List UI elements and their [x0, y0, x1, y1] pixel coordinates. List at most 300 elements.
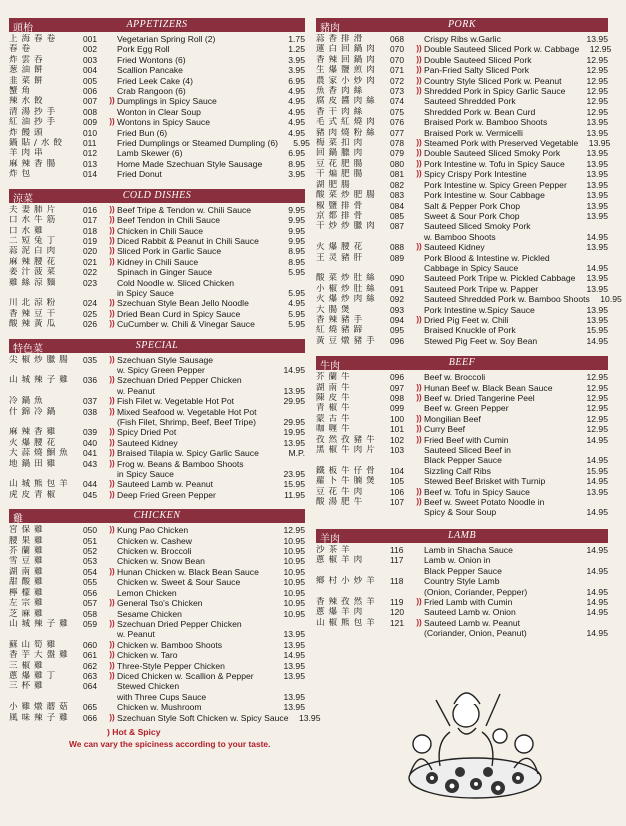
item-name-zh: 麻 辣 香 雞 — [9, 427, 56, 438]
item-name: Shredded Pork w. Bean Curd — [424, 106, 536, 117]
item-name: Stewed Beef Brisket with Turnip — [424, 476, 546, 487]
item-number: 116 — [390, 544, 404, 555]
item-name-zh: 酸 菜 炒 肚 絲 — [316, 273, 376, 284]
item-name-zh: 山 城 辣 子 雞 — [9, 618, 69, 629]
item-name: Szechuan Style Bean Jello Noodle — [117, 298, 249, 309]
item-name-wrap — [424, 138, 578, 148]
item-price: 10.95 — [283, 566, 305, 577]
item-name-zh: 王 灵 豬 肝 — [316, 252, 363, 263]
item-name-wrap — [117, 278, 273, 299]
item-price: 13.95 — [283, 437, 305, 448]
item-number: 057 — [83, 598, 97, 609]
item-price: 12.95 — [586, 413, 608, 424]
chili-icon: )) — [109, 117, 115, 127]
item-price: 9.95 — [288, 204, 305, 215]
item-price: 9.95 — [288, 215, 305, 226]
item-name: Fried Wontons (6) — [117, 54, 186, 65]
item-name-zh: 蔥 爆 羊 肉 — [316, 607, 363, 618]
item-name-zh: 蒜 香 排 滑 — [316, 34, 363, 44]
item-name-wrap — [117, 536, 273, 546]
chili-icon: )) — [109, 235, 115, 245]
item-name-wrap — [424, 414, 576, 424]
menu-item — [9, 536, 305, 546]
menu-item — [316, 466, 608, 476]
appetizers-section — [9, 18, 310, 180]
item-name: Steamed Pork with Preserved Vegetable — [424, 138, 579, 149]
item-name-wrap — [424, 424, 576, 434]
item-name-zh: 尖 椒 炒 臘 腸 — [9, 354, 69, 365]
item-number: 102 — [390, 434, 404, 445]
menu-item — [9, 107, 305, 117]
item-price: 4.95 — [288, 298, 305, 309]
item-name: Stewed Pig Feet w. Soy Bean — [424, 335, 538, 346]
item-name-zh: 酸 菜 炒 肥 腸 — [316, 190, 376, 201]
menu-item — [9, 407, 305, 428]
item-name-wrap — [117, 427, 273, 437]
item-name: Sauteed Kidney — [117, 437, 178, 448]
item-name: Sauteed Sliced Beef in — [424, 445, 511, 456]
item-name-wrap — [424, 576, 576, 597]
item-name-zh: 葱 油 餅 — [9, 65, 44, 76]
item-name: Beef w. Sweet Potato Noodle in — [424, 497, 545, 508]
item-price: 10.95 — [283, 608, 305, 619]
item-name-zh: 豆 花 牛 肉 — [316, 486, 363, 497]
left-column — [9, 18, 321, 749]
item-name-wrap — [424, 76, 576, 86]
item-price: 15.95 — [586, 325, 608, 336]
item-name-zh: 芥 蘭 牛 — [316, 372, 351, 383]
section-title: PORK — [447, 19, 477, 30]
item-price: 14.95 — [586, 262, 608, 273]
menu-item — [9, 257, 305, 267]
item-number: 059 — [83, 618, 97, 629]
section-header — [9, 509, 305, 526]
item-number: 024 — [83, 298, 97, 309]
item-name-wrap — [424, 253, 576, 274]
item-price: 14.95 — [586, 335, 608, 346]
item-name-wrap — [117, 257, 273, 267]
item-name-zh: 鍋 貼 / 水 餃 — [9, 138, 63, 149]
item-name-zh: 姜 汁 菠 菜 — [9, 267, 56, 278]
item-price: 3.95 — [288, 169, 305, 180]
item-price: 13.95 — [586, 210, 608, 221]
menu-item — [9, 661, 305, 671]
item-name-wrap — [117, 86, 273, 96]
item-price: 19.95 — [283, 427, 305, 438]
item-name-wrap — [424, 159, 576, 169]
item-name: Frog w. Beans & Bamboo Shoots — [117, 458, 244, 469]
item-name: Braised Tilapia w. Spicy Garlic Sauce — [117, 448, 259, 459]
item-name: Shredded Pork in Spicy Garlic Sauce — [424, 86, 566, 97]
item-name-wrap — [117, 448, 273, 458]
item-name-zh: 青 椒 牛 — [316, 403, 351, 414]
beef-section — [316, 356, 608, 518]
menu-item — [9, 427, 305, 437]
item-name-wrap — [424, 211, 576, 221]
item-name: Lamb w. Onion in — [424, 555, 491, 566]
item-name: Fried Beef with Cumin — [424, 434, 509, 445]
chili-icon: )) — [109, 396, 115, 406]
chili-icon: )) — [109, 639, 115, 649]
item-name-wrap — [117, 396, 273, 406]
item-number: 101 — [390, 424, 404, 435]
chili-icon: )) — [416, 486, 422, 496]
chili-icon: )) — [416, 169, 422, 179]
item-price: 13.95 — [586, 34, 608, 44]
item-name-wrap — [117, 479, 273, 489]
chili-icon: )) — [109, 427, 115, 437]
chili-icon: )) — [416, 138, 422, 148]
menu-item — [9, 44, 305, 54]
menu-item — [9, 546, 305, 556]
item-price: 4.95 — [288, 127, 305, 138]
chili-icon: )) — [109, 298, 115, 308]
item-name-zh: 鐵 板 牛 仔 骨 — [316, 465, 376, 476]
item-number: 053 — [83, 556, 97, 567]
item-number: 017 — [83, 215, 97, 226]
item-name-wrap — [424, 294, 590, 304]
item-price: 12.95 — [586, 75, 608, 86]
item-name: Sauteed Lamb w. Peanut — [424, 617, 521, 628]
item-number: 118 — [390, 576, 404, 587]
item-name-wrap — [424, 180, 576, 190]
item-subtitle: Black Pepper Sauce — [424, 565, 502, 576]
item-number: 007 — [83, 96, 97, 107]
menu-item — [316, 253, 608, 274]
item-number: 066 — [83, 712, 97, 723]
item-number: 089 — [390, 252, 404, 263]
item-name-wrap — [424, 128, 576, 138]
menu-item — [316, 201, 608, 211]
item-name-wrap — [117, 34, 273, 44]
item-number: 076 — [390, 117, 404, 128]
item-number: 043 — [83, 458, 97, 469]
menu-item — [9, 567, 305, 577]
chili-icon: )) — [416, 497, 422, 507]
menu-item — [316, 445, 608, 466]
item-name: Pork Intestine w.Spicy Sauce — [424, 304, 535, 315]
item-name: Hunan Chicken w. Black Bean Sauce — [117, 566, 259, 577]
item-name-wrap — [424, 545, 576, 555]
item-number: 097 — [390, 382, 404, 393]
menu-item — [9, 490, 305, 500]
item-name-zh: 梅 菜 扣 肉 — [316, 138, 363, 149]
item-price: 12.95 — [586, 86, 608, 97]
menu-item — [9, 619, 305, 640]
section-title-zh: 雞 — [13, 514, 23, 526]
item-name: Chicken w. Cashew — [117, 535, 192, 546]
item-name-zh: 芝 麻 雞 — [9, 608, 44, 619]
chili-icon: )) — [109, 598, 115, 608]
pork-section — [316, 18, 622, 346]
item-price: 4.95 — [288, 117, 305, 128]
item-name-zh: 沙 茶 羊 — [316, 544, 351, 555]
item-name-zh: 腰 果 雞 — [9, 535, 44, 546]
item-number: 035 — [83, 354, 97, 365]
menu-item — [316, 597, 608, 607]
item-name-wrap — [117, 267, 273, 277]
chili-icon: )) — [109, 712, 115, 722]
item-name-wrap — [424, 393, 576, 403]
item-name-zh: 三 椒 雞 — [9, 660, 44, 671]
item-number: 004 — [83, 65, 97, 76]
menu-item — [316, 424, 608, 434]
item-name-zh: 蒙 古 牛 — [316, 413, 351, 424]
item-number: 039 — [83, 427, 97, 438]
chili-icon: )) — [109, 375, 115, 385]
item-name: CuCumber w. Chili & Vinegar Sauce — [117, 319, 255, 330]
item-number: 093 — [390, 304, 404, 315]
item-name: Sauteed Shredded Pork — [424, 96, 516, 107]
item-name-wrap — [117, 598, 273, 608]
item-subtitle: in Spicy Sauce — [117, 469, 174, 480]
chili-icon: )) — [416, 382, 422, 392]
item-number: 094 — [390, 314, 404, 325]
item-name: Braised Pork w. Bamboo Shoots — [424, 117, 548, 128]
item-name-wrap — [117, 640, 273, 650]
item-name-wrap — [117, 319, 273, 329]
item-name-wrap — [117, 619, 273, 640]
item-name-wrap — [117, 661, 273, 671]
item-number: 068 — [390, 34, 404, 44]
item-name-wrap — [117, 236, 273, 246]
section-header — [9, 189, 305, 203]
menu-item — [9, 148, 305, 158]
menu-item — [9, 609, 305, 619]
section-title-zh: 豬肉 — [320, 23, 340, 34]
item-name-zh: 地 鍋 田 雞 — [9, 458, 56, 469]
item-name: Beef Tendon in Chili Sauce — [117, 215, 221, 226]
item-name-zh: 雞 絲 涼 麵 — [9, 277, 56, 288]
item-name-zh: 春 卷 — [9, 44, 31, 55]
item-name-zh: 香 辣 豬 手 — [316, 314, 363, 325]
item-number: 020 — [83, 246, 97, 257]
chili-icon: )) — [109, 448, 115, 458]
item-number: 025 — [83, 308, 97, 319]
item-price: 12.95 — [586, 96, 608, 107]
item-name: Wonton in Clear Soup — [117, 106, 201, 117]
item-number: 095 — [390, 325, 404, 336]
item-name: Braised Knuckle of Pork — [424, 325, 516, 336]
item-name-zh: 炸 饅 頭 — [9, 127, 44, 138]
item-name-zh: 大 蒜 燒 鮰 魚 — [9, 448, 69, 459]
menu-item — [316, 497, 608, 518]
item-name: Mixed Seafood w. Vegetable Hot Pot — [117, 406, 257, 417]
item-name-wrap — [117, 138, 278, 148]
item-name: Fish Filet w. Vegetable Hot Pot — [117, 396, 235, 407]
menu-item — [316, 576, 608, 597]
item-name: Three-Style Pepper Chicken — [117, 660, 225, 671]
item-name-wrap — [117, 609, 273, 619]
item-name-zh: 山 城 熊 包 羊 — [9, 479, 69, 490]
chili-icon: )) — [109, 354, 115, 364]
item-name-wrap — [117, 215, 273, 225]
section-title-zh: 頭枱 — [13, 23, 33, 34]
item-number: 022 — [83, 267, 97, 278]
section-title: SPECIAL — [135, 339, 179, 351]
item-name: Spicy Dried Pot — [117, 427, 177, 438]
item-name: Sauteed Pork Tripe w. Pickled Cabbage — [424, 273, 576, 284]
menu-item — [316, 305, 608, 315]
menu-item — [316, 117, 608, 127]
menu-item — [9, 159, 305, 169]
item-price: 29.95 — [283, 396, 305, 407]
item-name-wrap — [424, 315, 576, 325]
menu-item — [316, 138, 611, 149]
item-price: 10.95 — [283, 598, 305, 609]
item-name-zh: 魚 香 肉 絲 — [316, 86, 363, 97]
item-number: 062 — [83, 660, 97, 671]
item-name: Sesame Chicken — [117, 608, 182, 619]
item-price: 13.95 — [586, 314, 608, 325]
item-name-wrap — [424, 44, 579, 54]
item-name-zh: 三 杯 雞 — [9, 681, 44, 692]
item-subtitle: w. Peanut — [117, 385, 155, 396]
section-title-zh: 牛肉 — [320, 361, 340, 373]
menu-item — [316, 284, 608, 294]
item-name-wrap — [117, 96, 273, 106]
item-name-zh: 雪 豆 雞 — [9, 556, 44, 567]
section-title: COLD DISHES — [122, 189, 192, 201]
item-price: 10.95 — [283, 587, 305, 598]
item-name-wrap — [117, 577, 273, 587]
item-name: Hunan Beef w. Black Bean Sauce — [424, 382, 553, 393]
item-price: 13.95 — [586, 273, 608, 284]
item-name-zh: 湖 肥 腸 — [316, 179, 351, 190]
right-column — [316, 18, 622, 639]
item-name-zh: 蘿 卜 牛 腩 煲 — [316, 476, 376, 487]
chili-icon: )) — [109, 406, 115, 416]
item-price: 13.95 — [586, 283, 608, 294]
item-name: Pork Intestine w. Tofu in Spicy Sauce — [424, 158, 565, 169]
item-number: 008 — [83, 106, 97, 117]
item-name-wrap — [424, 284, 576, 294]
chili-icon: )) — [416, 242, 422, 252]
item-price: 13.95 — [586, 486, 608, 497]
item-number: 085 — [390, 210, 404, 221]
item-number: 014 — [83, 169, 97, 180]
chili-icon: )) — [416, 596, 422, 606]
menu-item — [316, 315, 608, 325]
item-price: 15.95 — [586, 465, 608, 476]
section-title: APPETIZERS — [126, 19, 188, 30]
item-number: 006 — [83, 86, 97, 97]
chili-icon: )) — [109, 479, 115, 489]
item-price: 14.95 — [586, 544, 608, 555]
item-name: Wontons in Spicy Sauce — [117, 117, 210, 128]
item-name: Chicken w. Sweet & Sour Sauce — [117, 577, 241, 588]
item-number: 096 — [390, 335, 404, 346]
chili-icon: )) — [109, 225, 115, 235]
item-price: 5.95 — [288, 287, 305, 298]
item-number: 026 — [83, 319, 97, 330]
item-number: 090 — [390, 273, 404, 284]
item-price: 9.95 — [288, 225, 305, 236]
item-price: 12.95 — [586, 372, 608, 383]
chili-icon: )) — [416, 86, 422, 96]
item-name-zh: 宮 保 雞 — [9, 525, 44, 536]
item-price: 12.95 — [586, 54, 608, 65]
legend-label: Hot & Spicy — [112, 726, 161, 737]
item-name: Pork Intestine w. Sour Cabbage — [424, 190, 545, 201]
item-number: 082 — [390, 179, 404, 190]
menu-item — [316, 128, 608, 138]
item-subtitle: (Fish Filet, Shrimp, Beef, Beef Tripe) — [117, 417, 256, 427]
item-name-zh: 紅 油 抄 手 — [9, 117, 56, 128]
menu-item — [316, 221, 608, 242]
menu-item — [316, 211, 608, 221]
item-price: 5.95 — [288, 267, 305, 278]
menu-item — [316, 555, 608, 576]
special-section — [9, 339, 305, 501]
item-name: Pork Intestine w. Spicy Green Pepper — [424, 179, 567, 190]
item-name-wrap — [117, 148, 273, 158]
item-name-wrap — [117, 546, 273, 556]
item-subtitle: w. Bamboo Shoots — [424, 231, 496, 242]
item-price: 6.95 — [288, 75, 305, 86]
menu-item — [316, 44, 612, 55]
item-price: 10.95 — [600, 294, 622, 305]
item-price: 14.95 — [586, 565, 608, 576]
item-name-zh: 川 北 涼 粉 — [9, 298, 56, 309]
section-title: CHICKEN — [133, 510, 181, 522]
item-name-wrap — [424, 169, 576, 179]
item-name-wrap — [424, 476, 576, 486]
item-name: Salt & Pepper Pork Chop — [424, 200, 521, 211]
item-price: 1.25 — [288, 44, 305, 55]
item-name: Mongilian Beef — [424, 413, 481, 424]
item-number: 103 — [390, 445, 404, 456]
chili-icon: ) — [107, 726, 110, 737]
item-name: Dried Pig Feet w. Chili — [424, 314, 509, 325]
item-price: 1.75 — [288, 34, 305, 44]
menu-item — [9, 396, 305, 406]
item-number: 058 — [83, 608, 97, 619]
item-price: M.P. — [288, 448, 305, 459]
item-number: 105 — [390, 476, 404, 487]
item-name-wrap — [424, 273, 576, 283]
item-number: 084 — [390, 200, 404, 211]
item-subtitle: Black Pepper Sauce — [424, 455, 502, 466]
item-name: Sizzling Calf Ribs — [424, 465, 491, 476]
item-number: 117 — [390, 555, 404, 566]
chef-illustration — [396, 680, 554, 806]
menu-item — [316, 383, 608, 393]
item-number: 091 — [390, 283, 404, 294]
item-price: 23.95 — [283, 469, 305, 480]
item-name: Fried Bun (6) — [117, 127, 168, 138]
item-number: 021 — [83, 256, 97, 267]
item-name-zh: 蓮 白 回 鍋 肉 — [316, 44, 376, 55]
item-name: Double Sauteed Sliced Pork w. Cabbage — [424, 44, 580, 55]
item-name-wrap — [117, 169, 273, 179]
item-number: 001 — [83, 34, 97, 44]
item-name-zh: 蟹 角 — [9, 86, 31, 97]
item-price: 10.95 — [283, 556, 305, 567]
item-name: Dried Bean Curd in Spicy Sauce — [117, 308, 241, 319]
item-name: Crispy Ribs w.Garlic — [424, 34, 501, 44]
item-price: 3.95 — [288, 54, 305, 65]
menu-item — [316, 148, 608, 158]
item-name-zh: 炸 包 — [9, 169, 31, 180]
item-name-wrap — [424, 55, 576, 65]
item-price: 12.95 — [283, 525, 305, 536]
item-name-wrap — [424, 148, 576, 158]
item-name-wrap — [424, 117, 576, 127]
item-number: 073 — [390, 86, 404, 97]
item-name-zh: 干 煸 肥 腸 — [316, 169, 363, 180]
item-price: 13.95 — [586, 117, 608, 128]
